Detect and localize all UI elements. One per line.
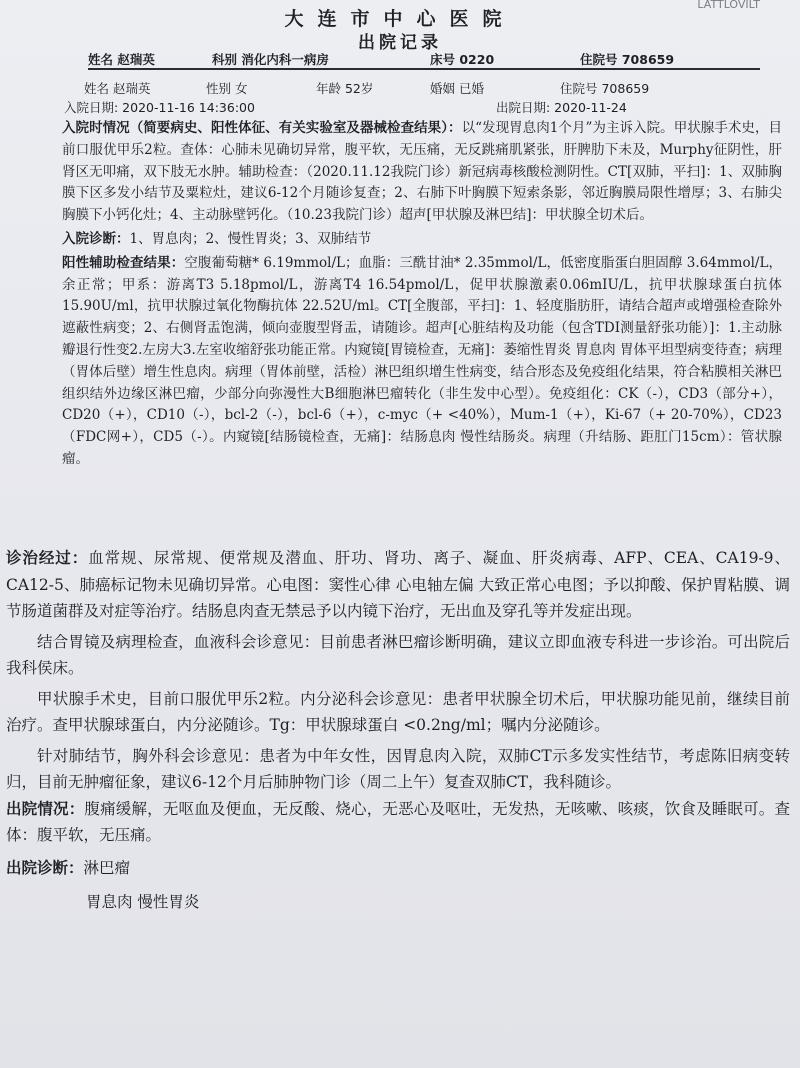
discharge-status-section: [6, 796, 790, 849]
admit-diagnosis-label: 入院诊断：: [62, 230, 130, 247]
thoracic-consult: 针对肺结节，胸外科会诊意见：患者为中年女性，因胃息肉入院，双肺CT示多发实性结节，考虑陈旧病变转归，目前无肿瘤征象，建议6-12个月后肺肿物门诊（周二上午）复查双肺CT，我科随诊。: [6, 746, 790, 791]
patient-age: 年龄 52岁: [316, 81, 374, 96]
discharge-date: 出院日期: 2020-11-24: [496, 100, 627, 115]
course-label: 诊治经过：: [6, 549, 89, 567]
discharge-diagnosis-2: 胃息肉 慢性胃炎: [86, 893, 200, 911]
admission-label: 入院时情况（简要病史、阳性体征、有关实验室及器械检查结果）：: [62, 120, 462, 136]
hospital-name: 大连市中心医院: [284, 8, 516, 30]
patient-gender: 性别 女: [206, 81, 248, 96]
endocrine-consult: 甲状腺手术史，目前口服优甲乐2粒。内分泌科会诊意见：患者甲状腺全切术后，甲状腺功能见前，继续目前治疗。查甲状腺球蛋白，内分泌随诊。Tg：甲状腺球蛋白 <0.2ng/ml；嘱内分泌随诊。: [6, 689, 790, 734]
positive-results-label: 阳性辅助检查结果：: [62, 254, 185, 271]
hematology-consult: 结合胃镜及病理检查，血液科会诊意见：目前患者淋巴瘤诊断明确，建议立即血液专科进一步诊治。可出院后我科侯床。: [6, 632, 790, 677]
header-bed: 床号 0220: [430, 52, 495, 67]
positive-results-text: 空腹葡萄糖* 6.19mmol/L；血脂：三酰甘油* 2.35mmol/L，低密度脂蛋白胆固醇 3.64mmol/L，余正常；甲系：游离T3 5.18pmol/L，游离T4 16.54pmol/L，促甲状腺激素0.06mIU/L，抗甲状腺球蛋白抗体 15.90U/ml，抗甲状腺过氧化物酶抗体 22.52U/ml。CT[全腹部，平扫]：1、轻度脂肪肝，请结合超声或增强检查除外遮蔽性病变；2、右侧肾盂饱满，倾向壶腹型肾盂，请随诊。超声[心脏结构及功能（包含TDI测量舒张功能）]：1.主动脉瓣退行性变2.左房大3.左室收缩舒张功能正常。内窥镜[胃镜检查，无痛]：萎缩性胃炎 胃息肉 胃体平坦型病变待查；病理（胃体后壁）增生性息肉。病理（胃体前壁，活检）淋巴组织增生性病变，结合形态及免疫组化结果，符合粘膜相关淋巴组织结外边缘区淋巴瘤，少部分向弥漫性大B细胞淋巴瘤转化（非生发中心型）。免疫组化：CK（-），CD3（部分+），CD20（+），CD10（-），bcl-2（-），bcl-6（+），c-myc（+ <40%），Mum-1（+），Ki-67（+ 20-70%），CD23（FDC网+），CD5（-）。内窥镜[结肠镜检查，无痛]：结肠息肉 慢性结肠炎。病理（升结肠、距肛门15cm）：管状腺瘤。: [62, 254, 783, 467]
positive-results-section: [62, 253, 782, 471]
admit-date: 入院日期: 2020-11-16 14:36:00: [64, 100, 255, 115]
header-name: 姓名 赵瑞英: [88, 52, 155, 67]
corner-text: LATTLOVILT: [697, 0, 760, 11]
header-inpatient-no: 住院号 708659: [580, 52, 675, 67]
discharge-status-label: 出院情况：: [6, 799, 85, 818]
course-section: [6, 545, 790, 625]
record-body: [62, 118, 782, 471]
admit-diagnosis-section: [62, 229, 782, 251]
discharge-status-text: 腹痛缓解，无呕血及便血，无反酸、烧心，无恶心及呕吐，无发热，无咳嗽、咳痰，饮食及睡眠可。查体：腹平软，无压痛。: [6, 799, 790, 844]
discharge-diagnosis-1: 淋巴瘤: [83, 858, 131, 877]
header-department: 科别 消化内科一病房: [212, 52, 329, 67]
record-title: 出院记录: [358, 33, 442, 53]
patient-marriage: 婚姻 已婚: [430, 81, 484, 96]
header-row: [88, 46, 760, 70]
patient-inpatient-no: 住院号 708659: [560, 81, 650, 96]
record-lower: [6, 545, 790, 916]
admission-text: 以“发现胃息肉1个月”为主诉入院。甲状腺手术史，目前口服优甲乐2粒。查体：心肺未见确切异常，腹平软，无压痛，无反跳痛肌紧张，肝脾肋下未及，Murphy征阴性，肝肾区无叩痛，双下肢无水肿。辅助检查：（2020.11.12我院门诊）新冠病毒核酸检测阴性。CT[双肺，平扫]：1、双肺胸膜下区多发小结节及粟粒灶，建议6-12个月随诊复查；2、右肺下叶胸膜下短索条影，邻近胸膜局限性增厚；3、右肺尖胸膜下小钙化灶；4、主动脉壁钙化。（10.23我院门诊）超声[甲状腺及淋巴结]：甲状腺全切术后。: [62, 120, 782, 224]
discharge-diagnosis-label: 出院诊断：: [6, 858, 84, 877]
admission-section: [62, 118, 782, 227]
discharge-diagnosis-section: [6, 855, 790, 882]
course-text: 血常规、尿常规、便常规及潜血、肝功、肾功、离子、凝血、肝炎病毒、AFP、CEA、CA19-9、CA12-5、肺癌标记物未见确切异常。心电图：窦性心律 心电轴左偏 大致正常心电图；予以抑酸、保护胃粘膜、调节肠道菌群及对症等治疗。结肠息肉查无禁忌予以内镜下治疗，无出血及穿孔等并发症出现。: [6, 549, 790, 620]
admit-diagnosis-text: 1、胃息肉；2、慢性胃炎；3、双肺结节: [129, 230, 372, 247]
patient-name: 姓名 赵瑞英: [84, 81, 151, 96]
